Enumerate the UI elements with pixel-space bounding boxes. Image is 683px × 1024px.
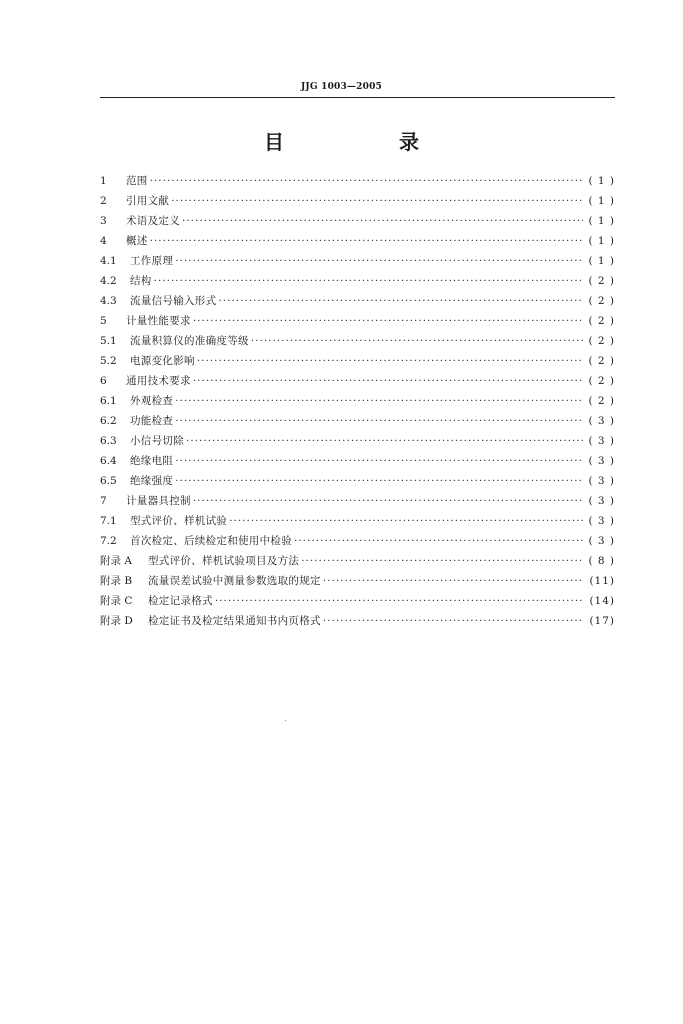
toc-entry-number: 附录 D	[100, 615, 133, 627]
toc-entry-page: ( 2 )	[588, 275, 615, 287]
toc-entry-page: ( 8 )	[588, 555, 615, 567]
toc-entry-page: ( 3 )	[588, 515, 615, 527]
toc-entry-number: 4.2	[100, 275, 117, 287]
toc-entry-label: 外观检查	[130, 395, 174, 407]
toc-leader-dots	[150, 231, 583, 251]
toc-entry-label: 范围	[126, 175, 148, 187]
toc-leader-dots	[175, 411, 583, 431]
toc-entry-page: ( 2 )	[588, 355, 615, 367]
toc-entry	[100, 571, 615, 591]
toc-entry-number: 7	[100, 495, 107, 507]
toc-entry	[100, 451, 615, 471]
toc-entry-page: ( 1 )	[588, 235, 615, 247]
toc-entry-page: ( 3 )	[588, 535, 615, 547]
toc-entry-number: 7.2	[100, 535, 117, 547]
scan-speck	[285, 720, 286, 721]
toc-entry	[100, 551, 615, 571]
toc-entry-label: 流量信号输入形式	[130, 295, 217, 307]
toc-entry-number: 5.2	[100, 355, 117, 367]
document-code: JJG 1003—2005	[300, 82, 383, 92]
toc-entry-number: 附录 B	[100, 575, 133, 587]
toc-entry	[100, 431, 615, 451]
toc-entry-number: 1	[100, 175, 107, 187]
toc-entry	[100, 491, 615, 511]
toc-entry-number: 4.3	[100, 295, 117, 307]
toc-entry-label: 工作原理	[130, 255, 174, 267]
toc-entry	[100, 311, 615, 331]
toc-entry-number: 6.1	[100, 395, 117, 407]
toc-entry-label: 流量积算仪的准确度等级	[130, 335, 249, 347]
toc-entry-label: 流量误差试验中测量参数选取的规定	[148, 575, 321, 587]
toc-leader-dots	[193, 491, 583, 511]
toc-entry-page: ( 3 )	[588, 495, 615, 507]
toc-leader-dots	[186, 431, 583, 451]
toc-leader-dots	[154, 271, 583, 291]
toc-entry-number: 7.1	[100, 515, 117, 527]
toc-entry-label: 引用文献	[126, 195, 170, 207]
toc-entry-number: 3	[100, 215, 107, 227]
toc-leader-dots	[251, 331, 583, 351]
toc-entry-number: 附录 C	[100, 595, 133, 607]
toc-leader-dots	[171, 191, 583, 211]
toc-entry-page: ( 1 )	[588, 255, 615, 267]
toc-entry-number: 6.3	[100, 435, 117, 447]
toc-entry-page: ( 2 )	[588, 375, 615, 387]
toc-leader-dots	[182, 211, 583, 231]
toc-entry	[100, 251, 615, 271]
toc-entry	[100, 271, 615, 291]
toc-leader-dots	[175, 451, 583, 471]
toc-title: 目 录	[264, 130, 473, 154]
toc-entry-label: 首次检定、后续检定和使用中检验	[130, 535, 292, 547]
toc-entry	[100, 231, 615, 251]
toc-entry-number: 5	[100, 315, 107, 327]
toc-entry-page: ( 3 )	[588, 435, 615, 447]
toc-entry-label: 型式评价、样机试验项目及方法	[148, 555, 300, 567]
toc-leader-dots	[323, 571, 583, 591]
toc-entry-page: ( 1 )	[588, 215, 615, 227]
toc-entry	[100, 391, 615, 411]
toc-leader-dots	[175, 251, 583, 271]
toc-entry	[100, 371, 615, 391]
toc-entry-label: 检定证书及检定结果通知书内页格式	[148, 615, 321, 627]
toc-entry-page: ( 2 )	[588, 315, 615, 327]
toc-entry	[100, 351, 615, 371]
toc-entry-number: 6.2	[100, 415, 117, 427]
toc-leader-dots	[175, 391, 583, 411]
toc-entry	[100, 211, 615, 231]
table-of-contents	[100, 171, 615, 631]
toc-leader-dots	[193, 371, 583, 391]
toc-entry	[100, 511, 615, 531]
toc-entry-label: 电源变化影响	[130, 355, 195, 367]
toc-leader-dots	[323, 611, 583, 631]
toc-entry-page: ( 3 )	[588, 415, 615, 427]
toc-entry	[100, 531, 615, 551]
toc-entry	[100, 591, 615, 611]
toc-leader-dots	[175, 471, 583, 491]
toc-entry-number: 5.1	[100, 335, 117, 347]
toc-entry	[100, 471, 615, 491]
toc-entry-page: ( 3 )	[588, 475, 615, 487]
toc-entry-page: ( 1 )	[588, 195, 615, 207]
toc-entry-label: 概述	[126, 235, 148, 247]
toc-entry	[100, 411, 615, 431]
toc-entry-label: 通用技术要求	[126, 375, 191, 387]
toc-entry-label: 功能检查	[130, 415, 174, 427]
toc-entry-label: 结构	[130, 275, 152, 287]
toc-entry-label: 绝缘强度	[130, 475, 174, 487]
header-rule	[100, 97, 615, 98]
toc-entry-label: 绝缘电阻	[130, 455, 174, 467]
toc-entry-number: 2	[100, 195, 107, 207]
toc-leader-dots	[193, 311, 583, 331]
toc-entry-page: ( 2 )	[588, 395, 615, 407]
toc-leader-dots	[215, 591, 583, 611]
toc-entry-page: (11)	[589, 575, 615, 587]
toc-entry-number: 6	[100, 375, 107, 387]
toc-entry-label: 检定记录格式	[148, 595, 213, 607]
toc-entry-page: (14)	[589, 595, 615, 607]
toc-entry-number: 4.1	[100, 255, 117, 267]
toc-entry-page: (17)	[589, 615, 615, 627]
toc-leader-dots	[294, 531, 583, 551]
toc-entry-label: 型式评价、样机试验	[130, 515, 228, 527]
toc-entry-page: ( 2 )	[588, 295, 615, 307]
toc-entry-page: ( 3 )	[588, 455, 615, 467]
toc-entry	[100, 291, 615, 311]
toc-entry-label: 计量器具控制	[126, 495, 191, 507]
toc-leader-dots	[229, 511, 583, 531]
toc-entry	[100, 191, 615, 211]
toc-entry-page: ( 2 )	[588, 335, 615, 347]
toc-entry	[100, 171, 615, 191]
toc-entry-number: 6.5	[100, 475, 117, 487]
toc-entry	[100, 331, 615, 351]
toc-entry-number: 附录 A	[100, 555, 132, 567]
toc-entry-number: 6.4	[100, 455, 117, 467]
toc-leader-dots	[150, 171, 583, 191]
toc-entry-label: 术语及定义	[126, 215, 180, 227]
toc-entry-label: 小信号切除	[130, 435, 184, 447]
toc-entry-page: ( 1 )	[588, 175, 615, 187]
toc-leader-dots	[218, 291, 583, 311]
toc-entry	[100, 611, 615, 631]
toc-entry-number: 4	[100, 235, 107, 247]
toc-leader-dots	[197, 351, 583, 371]
toc-leader-dots	[301, 551, 583, 571]
toc-entry-label: 计量性能要求	[126, 315, 191, 327]
